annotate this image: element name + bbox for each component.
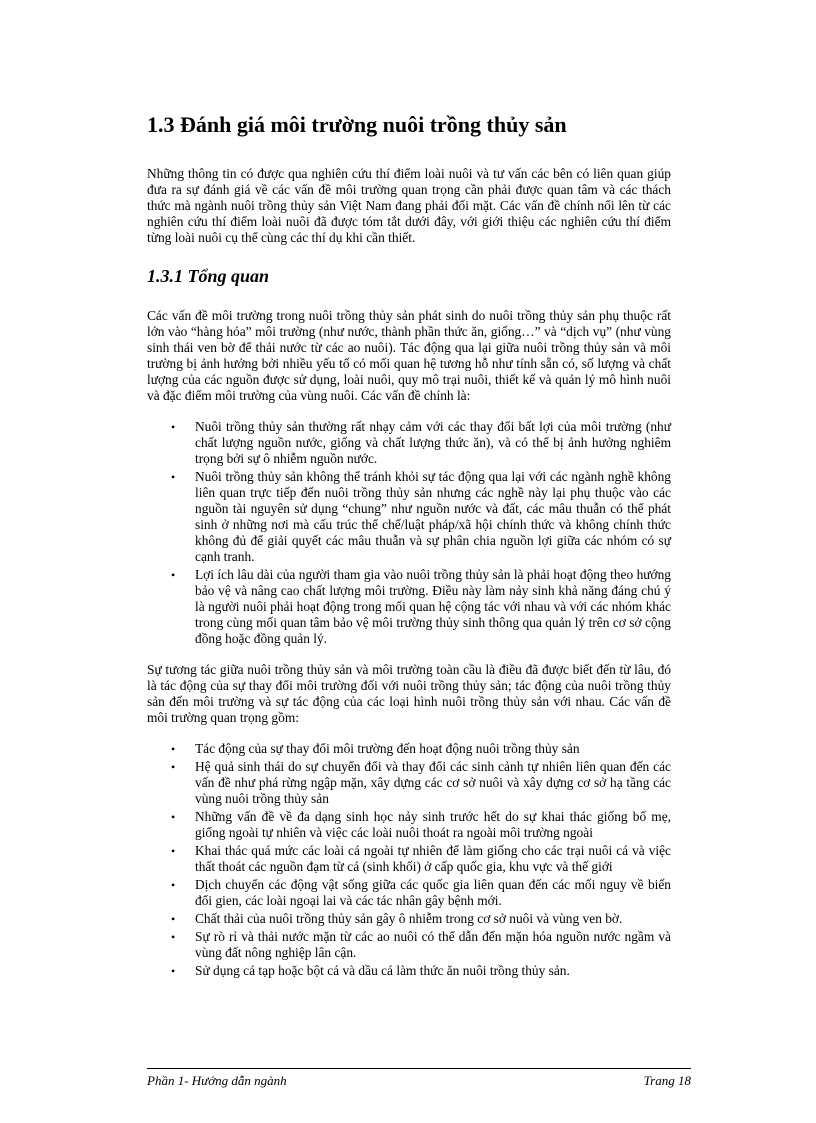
page-content bbox=[147, 110, 671, 994]
list-item bbox=[171, 963, 671, 979]
bullet-icon: • bbox=[171, 568, 176, 582]
bullet-icon: • bbox=[171, 844, 176, 858]
list-item bbox=[171, 877, 671, 909]
environmental-issues-list bbox=[147, 741, 671, 979]
bullet-icon: • bbox=[171, 420, 176, 434]
list-item bbox=[171, 567, 671, 647]
bullet-icon: • bbox=[171, 470, 176, 484]
list-item bbox=[171, 419, 671, 467]
list-item-text: Lợi ích lâu dài của người tham gia vào nuôi trồng thủy sản là phải hoạt động theo hướng bảo vệ và nâng cao chất lượng môi trường. Điều này làm nảy sinh khả năng đáng chú ý là người nuôi phải hoạt động trong mối quan hệ cộng tác với nhau và với các nhóm khác trong cùng mối quan tâm bảo vệ môi trường thủy sinh thông qua quản lý trên cơ sở cộng đồng hoặc đồng quản lý. bbox=[195, 567, 671, 646]
bullet-icon: • bbox=[171, 912, 176, 926]
bullet-icon: • bbox=[171, 964, 176, 978]
footer-section-label: Phần 1- Hướng dẫn ngành bbox=[147, 1073, 287, 1088]
list-item-text: Khai thác quá mức các loài cá ngoài tự nhiên để làm giống cho các trại nuôi cá và việc thất thoát các nguồn đạm từ cá (sinh khối) ở cấp quốc gia, khu vực và thế giới bbox=[195, 843, 671, 874]
bullet-icon: • bbox=[171, 810, 176, 824]
list-item bbox=[171, 469, 671, 565]
list-item-text: Sử dụng cá tạp hoặc bột cá và dầu cá làm thức ăn nuôi trồng thủy sản. bbox=[195, 963, 570, 978]
interaction-paragraph: Sự tương tác giữa nuôi trồng thủy sản và môi trường toàn cầu là điều đã được biết đến từ lâu, đó là tác động của sự thay đổi môi trường đối với nuôi trồng thủy sản; tác động của nuôi trồng thủy sản đến môi trường và sự tác động của các loại hình nuôi trồng thủy sản với nhau. Các vấn đề môi trường quan trọng gồm: bbox=[147, 662, 671, 725]
list-item-text: Tác động của sự thay đổi môi trường đến hoạt động nuôi trồng thủy sản bbox=[195, 741, 580, 756]
list-item bbox=[171, 911, 671, 927]
issues-list bbox=[147, 419, 671, 647]
list-item-text: Những vấn đề về đa dạng sinh học nảy sinh trước hết do sự khai thác giống bố mẹ, giống ngoài tự nhiên và việc các loài nuôi thoát ra ngoài môi trường ngoài bbox=[195, 809, 671, 840]
bullet-icon: • bbox=[171, 760, 176, 774]
bullet-icon: • bbox=[171, 878, 176, 892]
section-heading: 1.3 Đánh giá môi trường nuôi trồng thủy sản bbox=[147, 112, 567, 137]
list-item-text: Dịch chuyển các động vật sống giữa các quốc gia liên quan đến các mối nguy về biến đổi gien, các loài ngoại lai và các tác nhân gây bệnh mới. bbox=[195, 877, 671, 908]
list-item bbox=[171, 929, 671, 961]
list-item-text: Nuôi trồng thủy sản không thể tránh khỏi sự tác động qua lại với các ngành nghề không liên quan trực tiếp đến nuôi trồng thủy sản nhưng các nghề này lại phụ thuộc vào các nguồn tài nguyên sử dụng “chung” như nguồn nước và đất, các mâu thuẫn có thể phát sinh ở những nơi mà cấu trúc thể chế/luật pháp/xã hội chính thức và không chính thức không đủ để giải quyết các mâu thuẫn và sự phân chia nguồn lợi giữa các nhóm có sự cạnh tranh. bbox=[195, 469, 671, 564]
list-item-text: Chất thải của nuôi trồng thủy sản gây ô nhiễm trong cơ sở nuôi và vùng ven bờ. bbox=[195, 911, 623, 926]
list-item-text: Nuôi trồng thủy sản thường rất nhạy cảm với các thay đổi bất lợi của môi trường (như chất lượng nguồn nước, giống và chất lượng thức ăn), và có thể bị ảnh hưởng nghiêm trọng bởi sự ô nhiễm nguồn nước. bbox=[195, 419, 671, 466]
page-footer bbox=[147, 1068, 691, 1089]
intro-paragraph: Những thông tin có được qua nghiên cứu thí điểm loài nuôi và tư vấn các bên có liên quan giúp đưa ra sự đánh giá về các vấn đề môi trường quan trọng cần phải được quan tâm và các thách thức mà ngành nuôi trồng thủy sản Việt Nam đang phải đối mặt. Các vấn đề chính nổi lên từ các nghiên cứu thí điểm loài nuôi đã được tóm tắt dưới đây, với giới thiệu các nghiên cứu thí điểm từng loài nuôi cụ thể cùng các thí dụ khi cần thiết. bbox=[147, 166, 671, 245]
list-item-text: Sự rò rỉ và thải nước mặn từ các ao nuôi có thể dẫn đến mặn hóa nguồn nước ngầm và vùng đất nông nghiệp lân cận. bbox=[195, 929, 671, 960]
footer-page-number: Trang 18 bbox=[643, 1073, 691, 1088]
bullet-icon: • bbox=[171, 930, 176, 944]
subsection-heading: 1.3.1 Tổng quan bbox=[147, 266, 270, 286]
list-item bbox=[171, 741, 671, 757]
list-item bbox=[171, 809, 671, 841]
overview-paragraph: Các vấn đề môi trường trong nuôi trồng thủy sản phát sinh do nuôi trồng thủy sản phụ thuộc rất lớn vào “hàng hóa” môi trường (như nước, thành phần thức ăn, giống…” và “dịch vụ” (như vùng sinh thái ven bờ để thải nước từ các ao nuôi). Tác động qua lại giữa nuôi trồng thủy sản và môi trường bị ảnh hưởng bởi nhiều yếu tố có mối quan hệ tương hỗ như tính sẵn có, số lượng và chất lượng của các nguồn được sử dụng, loài nuôi, quy mô trại nuôi, thiết kế và quản lý mô hình nuôi và đặc điểm môi trường của vùng nuôi. Các vấn đề chính là: bbox=[147, 308, 671, 403]
bullet-icon: • bbox=[171, 742, 176, 756]
list-item-text: Hệ quả sinh thái do sự chuyển đổi và thay đổi các sinh cảnh tự nhiên liên quan đến các vấn đề như phá rừng ngập mặn, xây dựng các cơ sở nuôi và xây dựng cơ sở hạ tầng các vùng nuôi trồng thủy sản bbox=[195, 759, 671, 806]
list-item bbox=[171, 759, 671, 807]
list-item bbox=[171, 843, 671, 875]
